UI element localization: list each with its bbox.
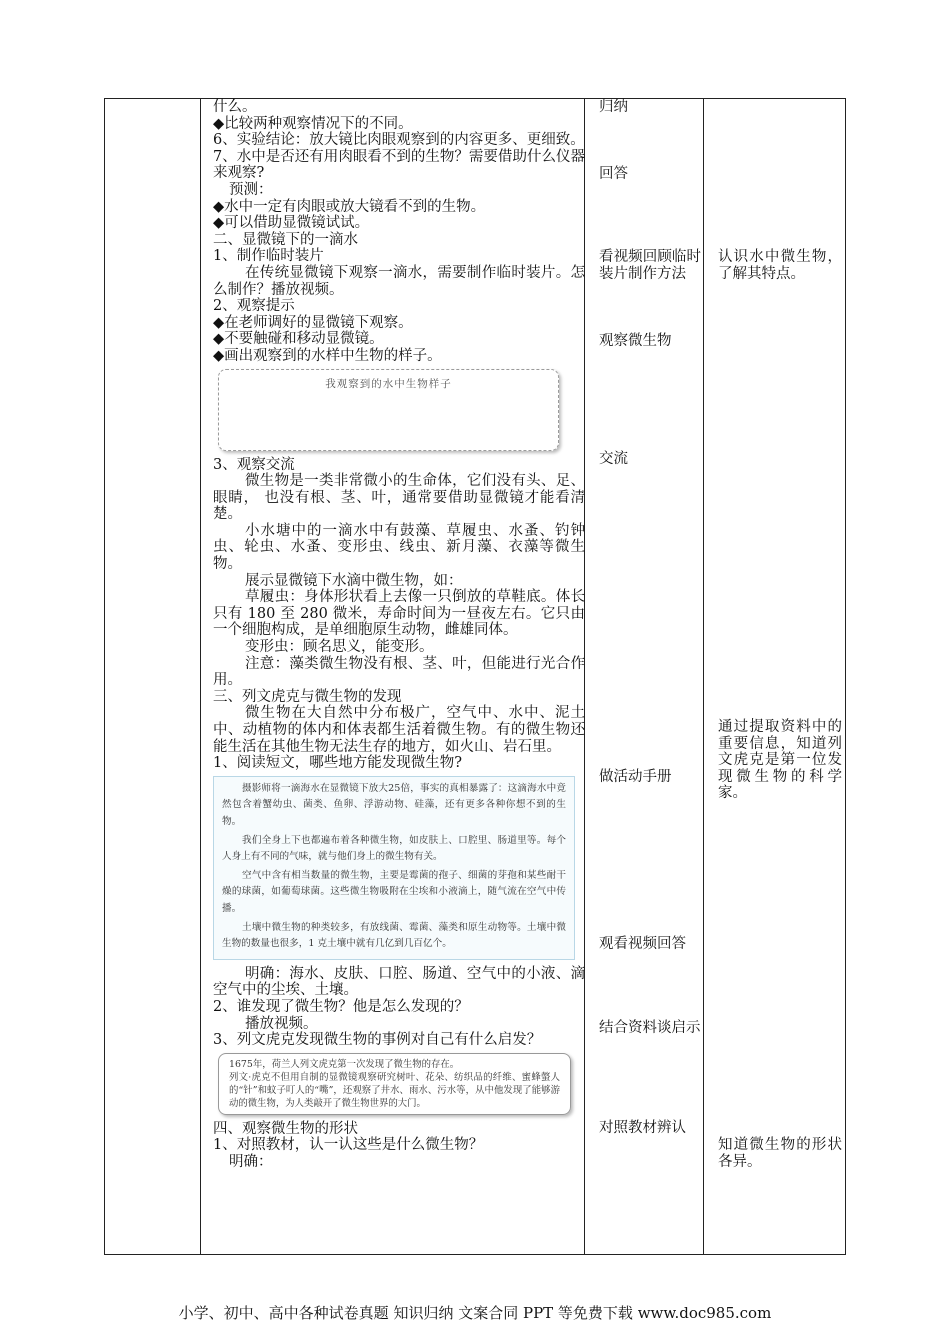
activity-item: 回答 (599, 166, 628, 182)
activity-item: 归纳 (599, 99, 628, 115)
intent-item: 通过提取资料中的重要信息，知道列文虎克是第一位发现微生物的科学家。 (718, 719, 842, 802)
activity-item: 观看视频回答 (599, 936, 686, 952)
content-line: ◆画出观察到的水样中生物的样子。 (213, 347, 442, 364)
content-line: 在传统显微镜下观察一滴水，需要制作临时装片。怎么制作？播放视频。 (213, 264, 585, 298)
content-line: 微生物是一类非常微小的生命体，它们没有头、足、眼睛， 也没有根、茎、叶，通常要借助显微镜才能看清楚。 (213, 473, 585, 523)
content-line: ◆可以借助显微镜试试。 (213, 215, 370, 232)
drawing-box-caption: 我观察到的水中生物样子 (325, 377, 452, 390)
content-line: 7、水中是否还有用肉眼看不到的生物？需要借助什么仪器来观察? (213, 148, 585, 182)
reading-paragraph: 土壤中微生物的种类较多，有放线菌、霉菌、藻类和原生动物等。土壤中微生物的数量也很多，1 克土壤中就有几亿到几百亿个。 (222, 921, 566, 950)
story-paragraph: 列文·虎克不但用自制的显微镜观察研究树叶、花朵、纺织品的纤维、蜜蜂螫人的“针”和蚊子叮人的“嘴”，还观察了井水、雨水、污水等，从中他发现了能够游动的微生物，为人类敲开了微生物世界的大门。 (229, 1071, 560, 1109)
content-line: ◆水中一定有肉眼或放大镜看不到的生物。 (213, 198, 486, 215)
reading-paragraph: 摄影师将一滴海水在显微镜下放大25倍，事实的真相暴露了：这滴海水中竟然包含着蟹幼虫、菌类、鱼卵、浮游动物、硅藻，还有更多各种你想不到的生物。 (222, 782, 566, 827)
content-line: 播放视频。 (245, 1015, 318, 1032)
page-footer: 小学、初中、高中各种试卷真题 知识归纳 文案合同 PPT 等免费下载 www.doc985.com (178, 1304, 772, 1322)
reading-passage (213, 776, 575, 960)
content-line: 明确：海水、皮肤、口腔、肠道、空气中的小液、滴空气中的尘埃、土壤。 (213, 965, 585, 999)
content-line: 2、观察提示 (213, 298, 295, 315)
content-line: 1、对照教材，认一认这些是什么微生物？ (213, 1137, 484, 1154)
reading-paragraph: 我们全身上下也都遍布着各种微生物，如皮肤上、口腔里、肠道里等。每个人身上有不同的气味，就与他们身上的微生物有关。 (222, 834, 566, 863)
content-line: 微生物在大自然中分布极广，空气中、水中、泥土中、动植物的体内和体表都生活着微生物。有的微生物还能生活在其他生物无法生存的地方，如火山、岩石里。 (213, 705, 585, 755)
activity-item: 做活动手册 (599, 769, 672, 785)
content-line: 展示显微镜下水滴中微生物，如： (245, 572, 463, 589)
activity-item: 交流 (599, 451, 628, 467)
content-block-discovery (213, 966, 585, 1049)
content-block-microbes (213, 457, 585, 772)
content-line: 3、列文虎克发现微生物的事例对自己有什么启发？ (213, 1032, 542, 1049)
content-line: 变形虫：顾名思义，能变形。 (245, 639, 434, 656)
drawing-box (218, 369, 559, 451)
content-line: 1、阅读短文，哪些地方能发现微生物? (213, 755, 462, 772)
content-line: 1、制作临时装片 (213, 248, 324, 265)
leeuwenhoek-story-box (218, 1053, 571, 1115)
lesson-table (104, 98, 846, 1255)
content-block-shapes (213, 1121, 585, 1171)
activity-item: 观察微生物 (599, 333, 672, 349)
content-line: 小水塘中的一滴水中有鼓藻、草履虫、水蚤、钓钟虫、轮虫、水蚤、变形虫、线虫、新月藻、衣藻等微生物。 (213, 522, 585, 573)
intent-item: 认识水中微生物，了解其特点。 (718, 249, 842, 282)
content-line: 二、显微镜下的一滴水 (213, 231, 358, 248)
story-paragraph: 1675年，荷兰人列文虎克第一次发现了微生物的存在。 (229, 1058, 460, 1070)
reading-paragraph: 空气中含有相当数量的微生物，主要是霉菌的孢子、细菌的芽孢和某些耐干燥的球菌，如葡萄球菌。这些微生物吸附在尘埃和小液滴上，随气流在空气中传播。 (222, 869, 566, 914)
content-block-observation (213, 99, 585, 365)
content-line: ◆不要触碰和移动显微镜。 (213, 331, 384, 348)
content-line: 四、观察微生物的形状 (213, 1120, 358, 1137)
content-line: 三、列文虎克与微生物的发现 (213, 688, 402, 705)
content-line: 注意：藻类微生物没有根、茎、叶，但能进行光合作用。 (213, 655, 585, 689)
content-line: ◆比较两种观察情况下的不同。 (213, 115, 413, 132)
intent-item: 知道微生物的形状各异。 (718, 1137, 842, 1170)
column-divider-1 (200, 99, 201, 1254)
activity-item: 看视频回顾临时装片制作方法 (599, 249, 701, 282)
teaching-content-column (209, 99, 585, 1170)
content-line: ◆在老师调好的显微镜下观察。 (213, 314, 413, 331)
activity-item: 结合资料谈启示 (599, 1020, 701, 1036)
content-line: 什么。 (213, 99, 257, 115)
content-line: 2、谁发现了微生物？他是怎么发现的？ (213, 998, 469, 1015)
content-line: 预测： (229, 181, 273, 198)
activity-item: 对照教材辨认 (599, 1120, 686, 1136)
content-line: 草履虫：身体形状看上去像一只倒放的草鞋底。体长只有 180 至 280 微米，寿命时间为一昼夜左右。它只由一个细胞构成，是单细胞原生动物，雌雄同体。 (213, 589, 585, 639)
column-divider-3 (703, 99, 704, 1254)
content-line: 3、观察交流 (213, 456, 295, 473)
content-line: 6、实验结论：放大镜比肉眼观察到的内容更多、更细致。 (213, 132, 585, 149)
content-line: 明确： (229, 1153, 273, 1170)
